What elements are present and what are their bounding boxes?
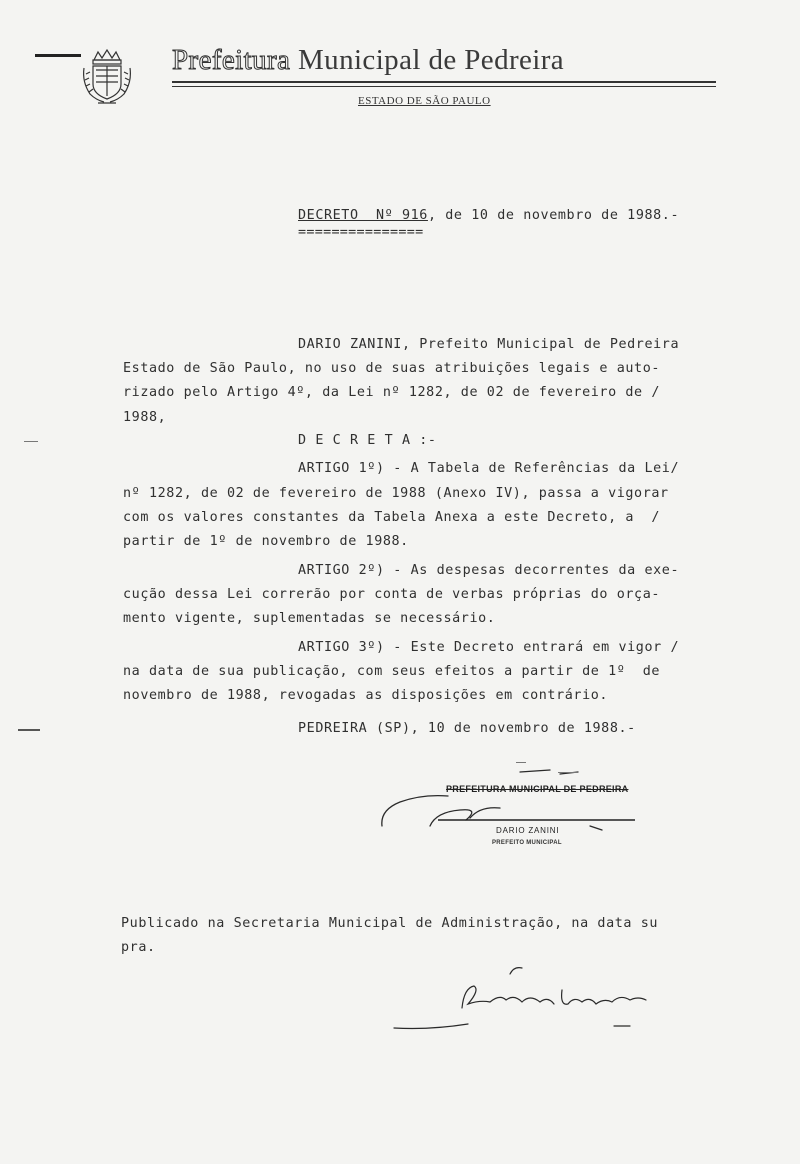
article-1-line: nº 1282, de 02 de fevereiro de 1988 (Anexo IV), passa a vigorar	[123, 486, 669, 501]
scan-speck	[516, 762, 526, 763]
decree-number: DECRETO Nº 916	[298, 208, 428, 223]
article-1-line: partir de 1º de novembro de 1988.	[123, 534, 409, 549]
letterhead-title	[172, 44, 564, 77]
article-2-line: mento vigente, suplementadas se necessário.	[123, 611, 496, 626]
municipal-crest-icon	[80, 46, 134, 106]
article-1-line: com os valores constantes da Tabela Anexa a este Decreto, a /	[123, 510, 661, 525]
letterhead-rule-top	[172, 81, 716, 83]
letterhead-state-text: ESTADO DE SÃO PAULO	[358, 95, 491, 107]
article-2-line: cução dessa Lei correrão por conta de verbas próprias do orça-	[123, 587, 661, 602]
letterhead-title-part1: Prefeitura	[172, 44, 291, 76]
intro-line: rizado pelo Artigo 4º, da Lei nº 1282, de 02 de fevereiro de /	[123, 385, 661, 400]
letterhead-title-part2: Municipal de Pedreira	[290, 44, 565, 76]
article-1-line: ARTIGO 1º) - A Tabela de Referências da Lei/	[298, 461, 680, 476]
publication-line: pra.	[121, 940, 156, 955]
scan-speck	[24, 441, 38, 442]
publication-line: Publicado na Secretaria Municipal de Administração, na data su	[121, 916, 659, 931]
secretary-signature-icon	[390, 960, 660, 1040]
scan-speck	[18, 729, 40, 731]
stamp-role: PREFEITO MUNICIPAL	[492, 840, 562, 846]
letterhead-rule-bottom	[172, 86, 716, 87]
decree-heading-rule: ===============	[298, 225, 424, 240]
intro-line: DARIO ZANINI, Prefeito Municipal de Pedreira	[298, 337, 680, 352]
place-date: PEDREIRA (SP), 10 de novembro de 1988.-	[298, 721, 636, 736]
stamp-office: PREFEITURA MUNICIPAL DE PEDREIRA	[446, 784, 629, 794]
decree-date: , de 10 de novembro de 1988.-	[427, 208, 680, 223]
stamp-name: DARIO ZANINI	[496, 826, 560, 835]
article-3-line: novembro de 1988, revogadas as disposições em contrário.	[123, 688, 609, 703]
article-3-line: ARTIGO 3º) - Este Decreto entrará em vigor /	[298, 640, 680, 655]
decreta-heading: D E C R E T A :-	[298, 433, 437, 448]
intro-line: 1988,	[123, 410, 167, 425]
letterhead-dash	[35, 54, 81, 57]
decree-heading	[298, 208, 679, 223]
letterhead-state	[358, 95, 491, 107]
scan-speck	[558, 772, 578, 773]
article-2-line: ARTIGO 2º) - As despesas decorrentes da exe-	[298, 563, 680, 578]
intro-line: Estado de São Paulo, no uso de suas atribuições legais e auto-	[123, 361, 661, 376]
article-3-line: na data de sua publicação, com seus efeitos a partir de 1º de	[123, 664, 661, 679]
